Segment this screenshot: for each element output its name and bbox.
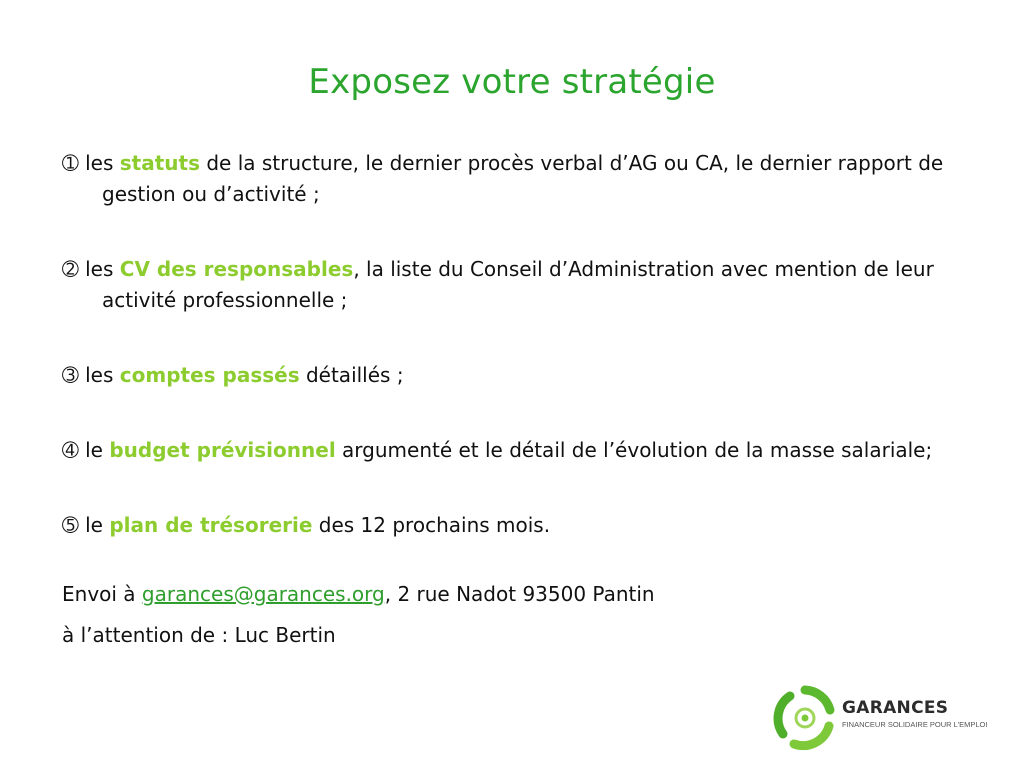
envoi-address: , 2 rue Nadot 93500 Pantin	[384, 582, 655, 606]
attention-line: à l’attention de : Luc Bertin	[62, 623, 336, 647]
list-item-comptes	[62, 360, 962, 391]
list-item-cv	[62, 254, 962, 316]
item-prefix: le	[85, 513, 103, 537]
slide-content	[62, 148, 962, 661]
item-highlight: CV des responsables	[119, 257, 354, 281]
logo-name: GARANCES	[842, 698, 949, 718]
slide-title: Exposez votre stratégie	[308, 62, 716, 102]
garances-logo	[772, 684, 992, 756]
item-text: de la structure, le dernier procès verbal d’AG ou CA, le dernier rapport de gestion ou d’activité ;	[102, 151, 944, 206]
item-marker: ➂	[62, 363, 79, 387]
list-item-budget	[62, 435, 962, 466]
item-prefix: les	[85, 363, 114, 387]
list-item-statuts	[62, 148, 962, 210]
list-item-tresorerie	[62, 510, 962, 541]
item-highlight: plan de trésorerie	[109, 513, 313, 537]
item-prefix: le	[85, 438, 103, 462]
item-highlight: budget prévisionnel	[109, 438, 336, 462]
item-marker: ➀	[62, 151, 79, 175]
item-highlight: comptes passés	[119, 363, 300, 387]
logo-tagline: FINANCEUR SOLIDAIRE POUR L’EMPLOI	[842, 720, 988, 729]
item-marker: ➁	[62, 257, 79, 281]
item-text: détaillés ;	[305, 363, 404, 387]
item-text: argumenté et le détail de l’évolution de la masse salariale;	[342, 438, 933, 462]
item-prefix: les	[85, 257, 114, 281]
item-marker: ➃	[62, 438, 79, 462]
item-text: des 12 prochains mois.	[318, 513, 551, 537]
garances-logo-icon	[772, 684, 838, 752]
envoi-prefix: Envoi à	[62, 582, 136, 606]
item-highlight: statuts	[119, 151, 200, 175]
email-link[interactable]: garances@garances.org	[141, 582, 385, 606]
item-marker: ➄	[62, 513, 79, 537]
item-text: , la liste du Conseil d’Administration avec mention de leur activité professionnelle ;	[102, 257, 934, 312]
item-prefix: les	[85, 151, 114, 175]
envoi-line	[62, 579, 962, 610]
